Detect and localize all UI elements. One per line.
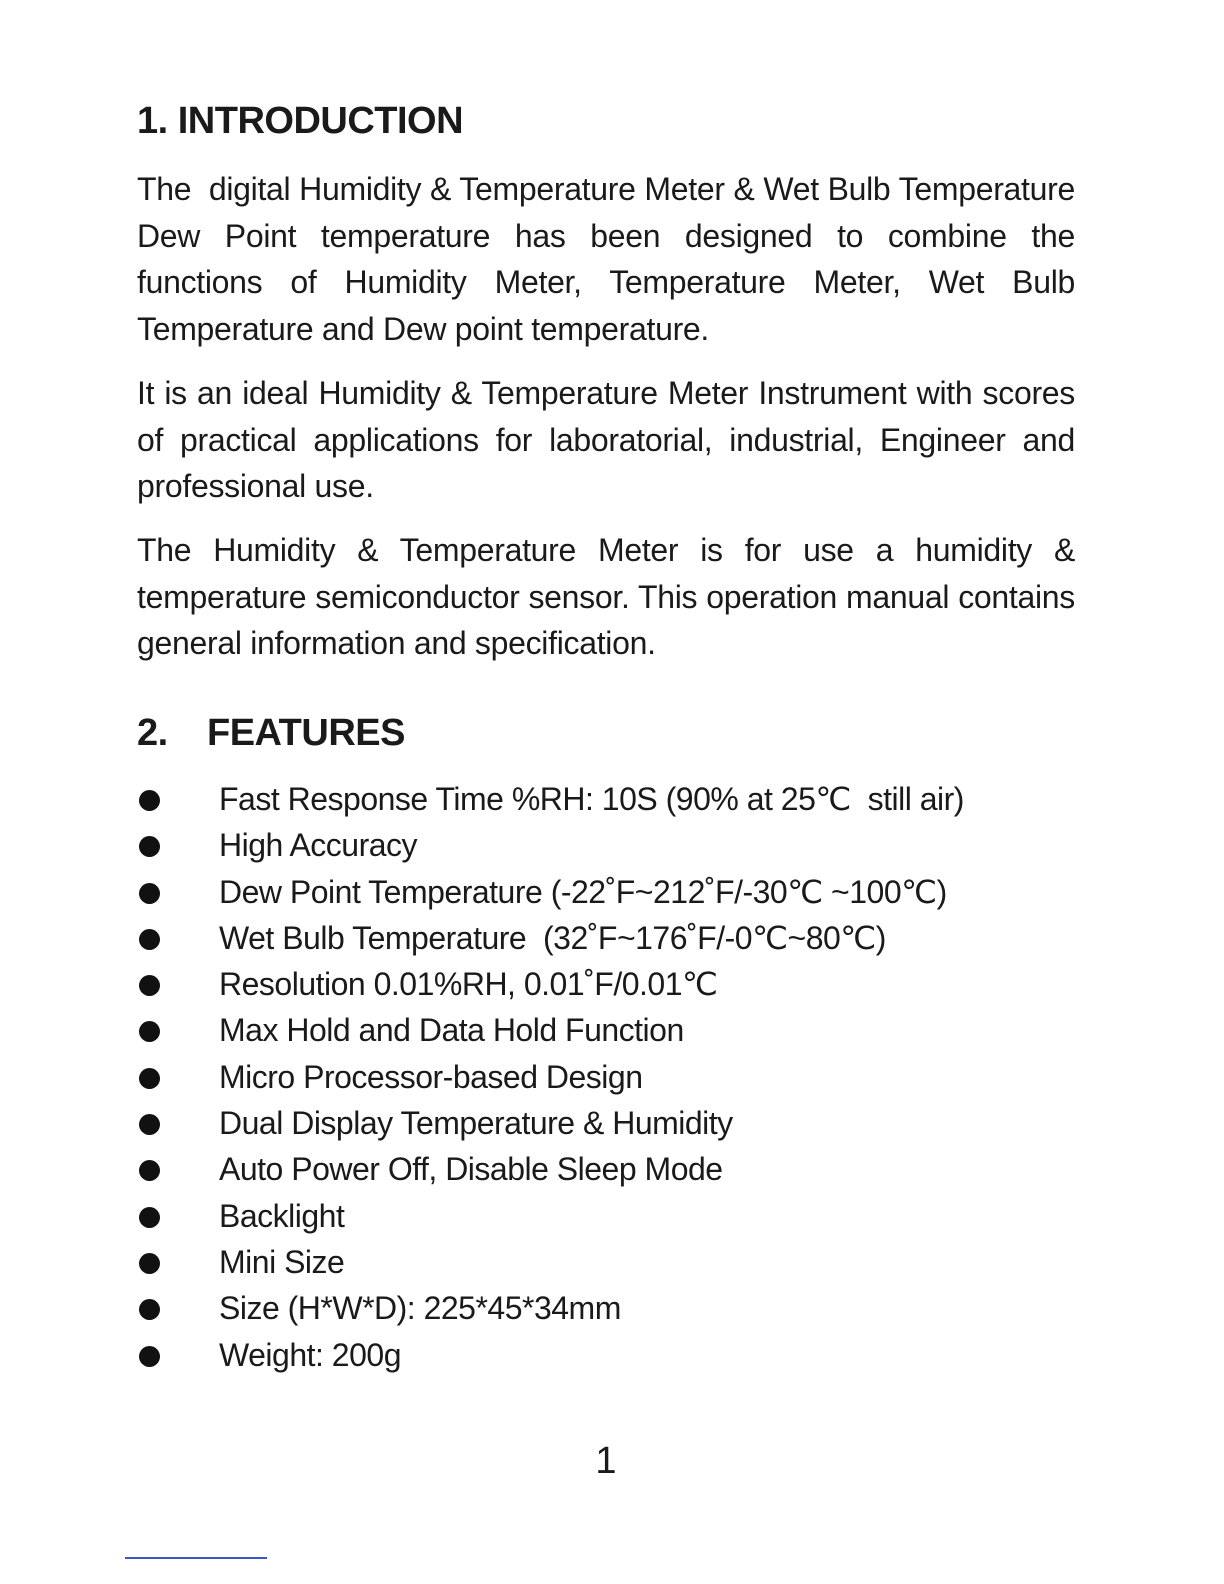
bullet-icon — [139, 1207, 160, 1228]
feature-text: Dual Display Temperature & Humidity — [219, 1105, 733, 1142]
feature-text: Backlight — [219, 1197, 345, 1234]
feature-text: Max Hold and Data Hold Function — [219, 1012, 684, 1049]
page-number: 1 — [595, 1440, 617, 1482]
intro-paragraph-2: It is an ideal Humidity & Temperature Meter Instrument with scores of practical applications for laboratorial, industrial, Engineer and professional use. — [137, 375, 1093, 504]
feature-text: Wet Bulb Temperature (32˚F~176˚F/-0℃~80℃) — [219, 919, 886, 956]
feature-text: High Accuracy — [219, 827, 418, 864]
feature-text: Resolution 0.01%RH, 0.01˚F/0.01℃ — [219, 966, 718, 1003]
features-heading — [137, 712, 405, 755]
bullet-icon — [139, 1253, 160, 1274]
feature-text: Auto Power Off, Disable Sleep Mode — [219, 1151, 723, 1188]
intro-paragraph-3: The Humidity & Temperature Meter is for use a humidity & temperature semiconductor sensor. This operation manual contains general information and specification. — [137, 532, 1075, 661]
feature-text: Dew Point Temperature (-22˚F~212˚F/-30℃ ~100℃) — [219, 873, 947, 910]
bullet-icon — [139, 790, 160, 811]
feature-text: Micro Processor-based Design — [219, 1058, 643, 1095]
bullet-icon — [139, 1299, 160, 1320]
features-heading-title: FEATURES — [207, 712, 405, 754]
intro-paragraph-1: The digital Humidity & Temperature Meter & Wet Bulb Temperature Dew Point temperature has been designed to combine the functions of Humidity Meter, Temperature Meter, Wet Bulb Temperature and Dew point temperature. — [137, 171, 1084, 347]
bullet-icon — [139, 975, 160, 996]
feature-text: Size (H*W*D): 225*45*34mm — [219, 1290, 621, 1327]
bullet-icon — [139, 1068, 160, 1089]
bullet-icon — [139, 883, 160, 904]
footer-rule — [125, 1557, 267, 1559]
bullet-icon — [139, 929, 160, 950]
bullet-icon — [139, 1021, 160, 1042]
bullet-icon — [139, 1346, 160, 1367]
features-heading-number: 2. — [137, 712, 168, 754]
bullet-icon — [139, 1114, 160, 1135]
bullet-icon — [139, 836, 160, 857]
feature-text: Fast Response Time %RH: 10S (90% at 25℃ still air) — [219, 781, 964, 817]
feature-text: Weight: 200g — [219, 1336, 401, 1373]
introduction-heading: 1. INTRODUCTION — [137, 100, 464, 142]
feature-text: Mini Size — [219, 1243, 345, 1280]
bullet-icon — [139, 1160, 160, 1181]
